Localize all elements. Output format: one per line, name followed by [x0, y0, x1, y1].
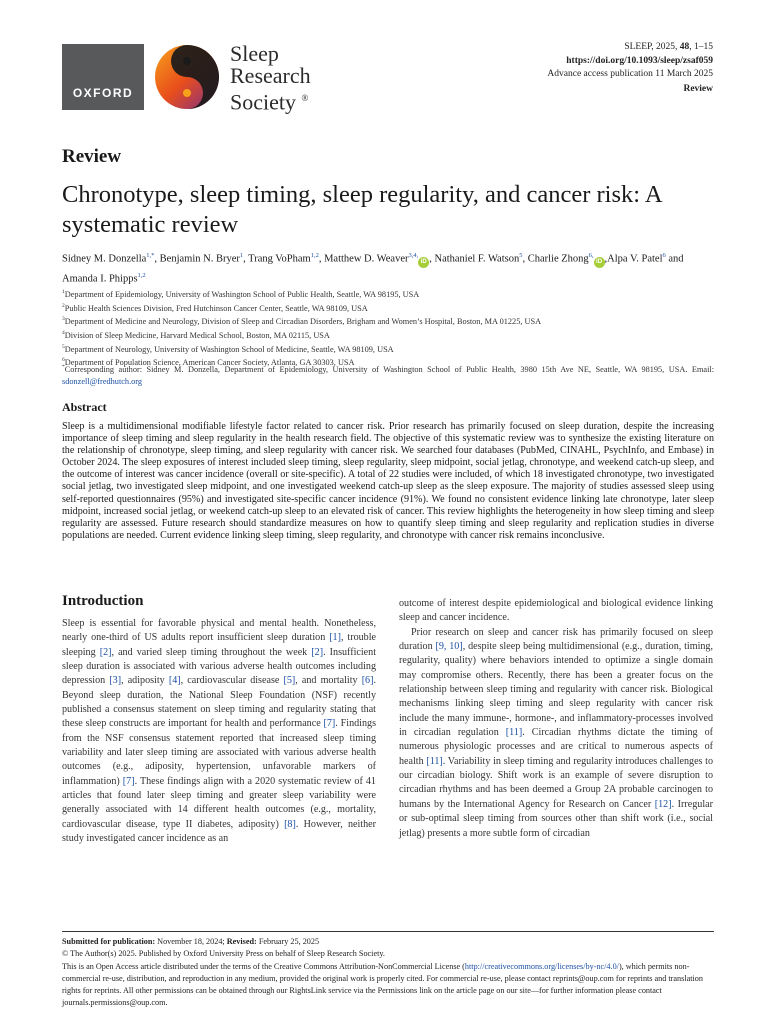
author-affiliation-mark: 1,2: [137, 271, 146, 279]
body-text: . Findings from the NSF consensus statement reported that increased sleep timing variability and later sleep timing are associated with various adverse health outcomes (e.g., adiposity, hypertension, unfavorable markers of inflammation): [62, 718, 376, 787]
affiliation-item: [62, 287, 714, 301]
affiliation-number: 2: [62, 302, 65, 309]
author-list: [62, 248, 714, 286]
reference-link[interactable]: [4]: [168, 675, 181, 687]
volume: 48: [679, 42, 690, 52]
affiliation-item: [62, 314, 714, 328]
reference-link[interactable]: [8]: [284, 818, 296, 830]
srs-swirl-icon: [154, 44, 220, 110]
email-link[interactable]: sdonzell@fredhutch.org: [62, 376, 143, 386]
license-pre: This is an Open Access article distributed under the terms of the Creative Commons Attribution-NonCommercial License (: [62, 961, 465, 971]
affiliation-text: Division of Sleep Medicine, Harvard Medical School, Boston, MA 02115, USA: [64, 330, 330, 340]
footer-divider: [62, 931, 714, 932]
revised-date: February 25, 2025: [256, 937, 320, 946]
body-text: . Variability in sleep timing and regularity introduces challenges to our circadian biology. Shift work is an example of severe disruption to circadian rhythms and has been deemed a Group 2A probable carcinogen to humans by the International Agency for Research on Cancer: [399, 755, 714, 810]
reference-link[interactable]: [2]: [99, 646, 112, 658]
affiliation-text: Department of Medicine and Neurology, Division of Sleep and Circadian Disorders, Brigham and Women’s Hospital, Boston, MA 01225, USA: [64, 317, 542, 327]
body-text: outcome of interest despite epidemiological and biological evidence linking sleep and cancer incidence.: [399, 598, 713, 624]
affiliation-number: 5: [62, 343, 65, 350]
author-name: Alpa V. Patel: [607, 253, 663, 265]
reference-link[interactable]: [5]: [283, 675, 296, 687]
publication-footer: [62, 936, 722, 1010]
reference-link[interactable]: [6]: [361, 675, 374, 687]
author-separator: ,: [154, 253, 160, 265]
author-separator: and: [665, 253, 684, 265]
author-affiliation-mark: 1,2: [310, 252, 319, 259]
author-separator: ,: [522, 253, 528, 265]
affiliation-number: 4: [62, 330, 65, 337]
body-column-left: [62, 617, 376, 847]
license-post: ), which permits non-commercial re-use, distribution, and reproduction in any medium, provided the original work is properly cited. For commercial re-use, please contact reprints@oup.com for reprints and translation rights for reprints. All other permissions can be obtained through our RightsLink service via the Permissions link on the article page on our site—for further information please contact journals.permissions@oup.com.: [62, 961, 703, 1008]
body-text: , and mortality: [295, 675, 362, 687]
oxford-logo: [62, 44, 144, 110]
author-name: Trang VoPham: [248, 253, 311, 265]
body-text: , and varied sleep timing throughout the week: [111, 646, 312, 658]
body-text: , despite sleep being multidimensional (e.g., duration, timing, regularity, quality) where behaviors intended to optimize a single domain may compromise others. Recently, there has been a greater focus on the relationship between sleep timing and regularity with cancer risk. Biological mechanisms linking sleep timing and sleep regularity with cancer risk include the many immune-, hormone-, and inflammatory-processes involved in circadian regulation: [399, 641, 713, 739]
reference-link[interactable]: [1]: [329, 632, 341, 644]
sleep-research-society-logo: [154, 41, 329, 115]
body-text: . Irregular or sub-optimal sleep timing from sources other than shift work (i.e., social jetlag) presents a more subtle form of circadian: [399, 798, 713, 839]
journal-name: SLEEP, 2025,: [624, 42, 678, 52]
introduction-heading: Introduction: [62, 593, 144, 609]
abstract-heading: Abstract: [62, 400, 107, 414]
author-separator: ,: [429, 253, 435, 265]
srs-logo-line1: Sleep: [230, 41, 279, 66]
body-text: , trouble sleeping: [62, 632, 377, 658]
license-text: [62, 961, 722, 1010]
author-affiliation-mark: 1,*: [146, 252, 155, 259]
body-text: . However, neither study investigated cancer incidence as an: [62, 818, 376, 845]
intro-paragraph-1-continued: [399, 597, 713, 626]
reference-link[interactable]: [11]: [505, 727, 523, 739]
affiliation-text: Public Health Sciences Division, Fred Hutchinson Cancer Center, Seattle, WA 98109, USA: [64, 303, 368, 313]
orcid-icon[interactable]: iD: [594, 257, 605, 268]
author-affiliation-mark: 1: [239, 252, 244, 259]
registered-mark: ®: [301, 93, 309, 103]
body-text: Prior research on sleep and cancer risk has primarily focused on sleep duration: [399, 626, 713, 653]
author-name: Nathaniel F. Watson: [434, 253, 520, 265]
doi-link[interactable]: https://doi.org/10.1093/sleep/zsaf059: [566, 55, 713, 66]
body-text: , cardiovascular disease: [180, 675, 284, 687]
affiliation-number: 1: [62, 289, 65, 295]
author-name: Benjamin N. Bryer: [159, 253, 240, 265]
author-affiliation-mark: 6: [662, 252, 666, 259]
reference-link[interactable]: [2]: [311, 646, 324, 658]
author-name: Matthew D. Weaver: [324, 253, 409, 265]
citation-line: [547, 41, 713, 55]
author-separator: ,: [318, 253, 325, 265]
affiliation-text: Department of Population Science, American Cancer Society, Atlanta, GA 30303, USA: [64, 358, 355, 368]
body-text: , adiposity: [121, 675, 169, 687]
submitted-date: November 18, 2024;: [155, 937, 227, 946]
affiliation-text: Department of Neurology, University of Washington School of Medicine, Seattle, WA 98109, USA: [64, 344, 394, 354]
reference-link[interactable]: [12]: [654, 798, 672, 810]
abstract-text: Sleep is a multidimensional modifiable lifestyle factor related to cancer risk. Prior research has primarily focused on sleep duration, despite the increasing importance of sleep timing and sleep regularity in the health research field. The objective of this systematic review was to synthesize the existing literature on the relationship of chronotype, sleep timing, and sleep regularity with cancer risk. We searched four databases (PubMed, CINAHL, PsychInfo, and Embase) in October 2024. The sleep exposures of interest included sleep timing, sleep regularity, sleep midpoint, social jetlag, chronotype, and weekend catch-up sleep, and the outcome of interest was cancer incidence (overall or site-specific). A total of 22 studies were included, of which 18 investigated chronotype, two investigated social jetlag, two investigated sleep midpoint, and one investigated weekend catch-up sleep as the sleep exposure. The majority of studies assessed sleep using self-reported questionnaires (95%) and investigated site-specific cancer incidence (91%). We found no consistent evidence linking late chronotype, later sleep midpoint, increased social jetlag, or weekend catch-up sleep to an elevated risk of cancer. This review highlights the heterogeneity in how sleep timing and sleep regularity are assessed. Future research should standardize measures on how to quantify sleep timing and sleep regularity and replication studies in diverse populations are needed. Current evidence linking sleep timing, sleep regularity, and chronotype with cancer risk remains inconclusive.: [62, 421, 714, 541]
author-name: Sidney M. Donzella: [62, 253, 147, 265]
affiliation-number: 6: [62, 357, 65, 364]
revised-label: Revised:: [226, 937, 257, 946]
journal-header: [547, 41, 713, 96]
page-range: , 1–15: [689, 42, 713, 52]
intro-paragraph-1: [62, 617, 376, 847]
author-affiliation-mark: 3,4,: [408, 252, 419, 259]
article-type-label: Review: [683, 83, 713, 94]
affiliation-item: [62, 328, 714, 342]
orcid-icon[interactable]: iD: [418, 257, 429, 268]
affiliation-item: [62, 342, 714, 356]
body-text: . Insufficient sleep duration is associated with various adverse health outcomes including depression: [62, 646, 377, 687]
article-title: Chronotype, sleep timing, sleep regularity, and cancer risk: A systematic review: [62, 181, 662, 238]
author-affiliation-mark: 5: [519, 252, 523, 259]
srs-logo-line3-text: Society: [230, 89, 296, 115]
body-text: . Circadian rhythms dictate the timing of numerous physiologic processes and are critical to numerous aspects of health: [399, 727, 714, 767]
body-text: Sleep is essential for favorable physical and mental health. Nonetheless, nearly one-third of US adults report insufficient sleep duration: [62, 618, 376, 644]
reference-link[interactable]: [9, 10]: [435, 641, 463, 653]
reference-link[interactable]: [7]: [323, 718, 336, 730]
affiliation-list: [62, 287, 714, 369]
corresponding-text: Corresponding author: Sidney M. Donzella, Department of Epidemiology, University of Washington School of Public Health, 3980 15th Ave NE, Seattle, WA 98195, USA. Email:: [64, 364, 714, 374]
author-affiliation-mark: 6,: [588, 252, 594, 259]
body-text: . Beyond sleep duration, the National Sleep Foundation (NSF) recently published a consensus statement on sleep timing and regularity stating that these sleep constructs are important for health and performance: [62, 675, 376, 730]
corresponding-mark: *: [62, 364, 65, 370]
reference-link[interactable]: [3]: [109, 675, 122, 687]
reference-link[interactable]: [7]: [122, 775, 135, 787]
affiliation-text: Department of Epidemiology, University of Washington School of Public Health, Seattle, WA 98195, USA: [64, 289, 420, 299]
copyright-line: © The Author(s) 2025. Published by Oxford University Press on behalf of Sleep Research Society.: [62, 949, 385, 959]
author-separator: ,: [243, 253, 249, 265]
affiliation-number: 3: [62, 316, 65, 323]
author-separator: ,: [604, 253, 608, 265]
license-link[interactable]: http://creativecommons.org/licenses/by-nc/4.0/: [464, 961, 619, 971]
srs-logo-line3: [230, 87, 311, 113]
srs-logo-wordmark: [230, 43, 311, 113]
oxford-logo-text: OXFORD: [72, 86, 134, 100]
body-column-right: [399, 597, 713, 841]
reference-link[interactable]: [11]: [426, 755, 443, 767]
affiliation-item: [62, 301, 714, 315]
body-text: . These findings align with a 2020 systematic review of 41 articles that found later sleep timing and greater sleep variability were generally associated with 14 different health outcomes (e.g., mortality, cardiovascular disease, type II diabetes, adiposity): [62, 775, 376, 830]
submission-dates: [62, 936, 722, 948]
advance-access-date: Advance access publication 11 March 2025: [547, 69, 713, 79]
srs-logo-line2: Research: [230, 63, 311, 88]
intro-paragraph-2: [399, 626, 713, 841]
section-type: Review: [62, 146, 122, 167]
author-name: Charlie Zhong: [527, 253, 589, 265]
corresponding-author: [62, 362, 714, 388]
author-name: Amanda I. Phipps: [62, 273, 138, 284]
submitted-label: Submitted for publication:: [62, 937, 156, 946]
